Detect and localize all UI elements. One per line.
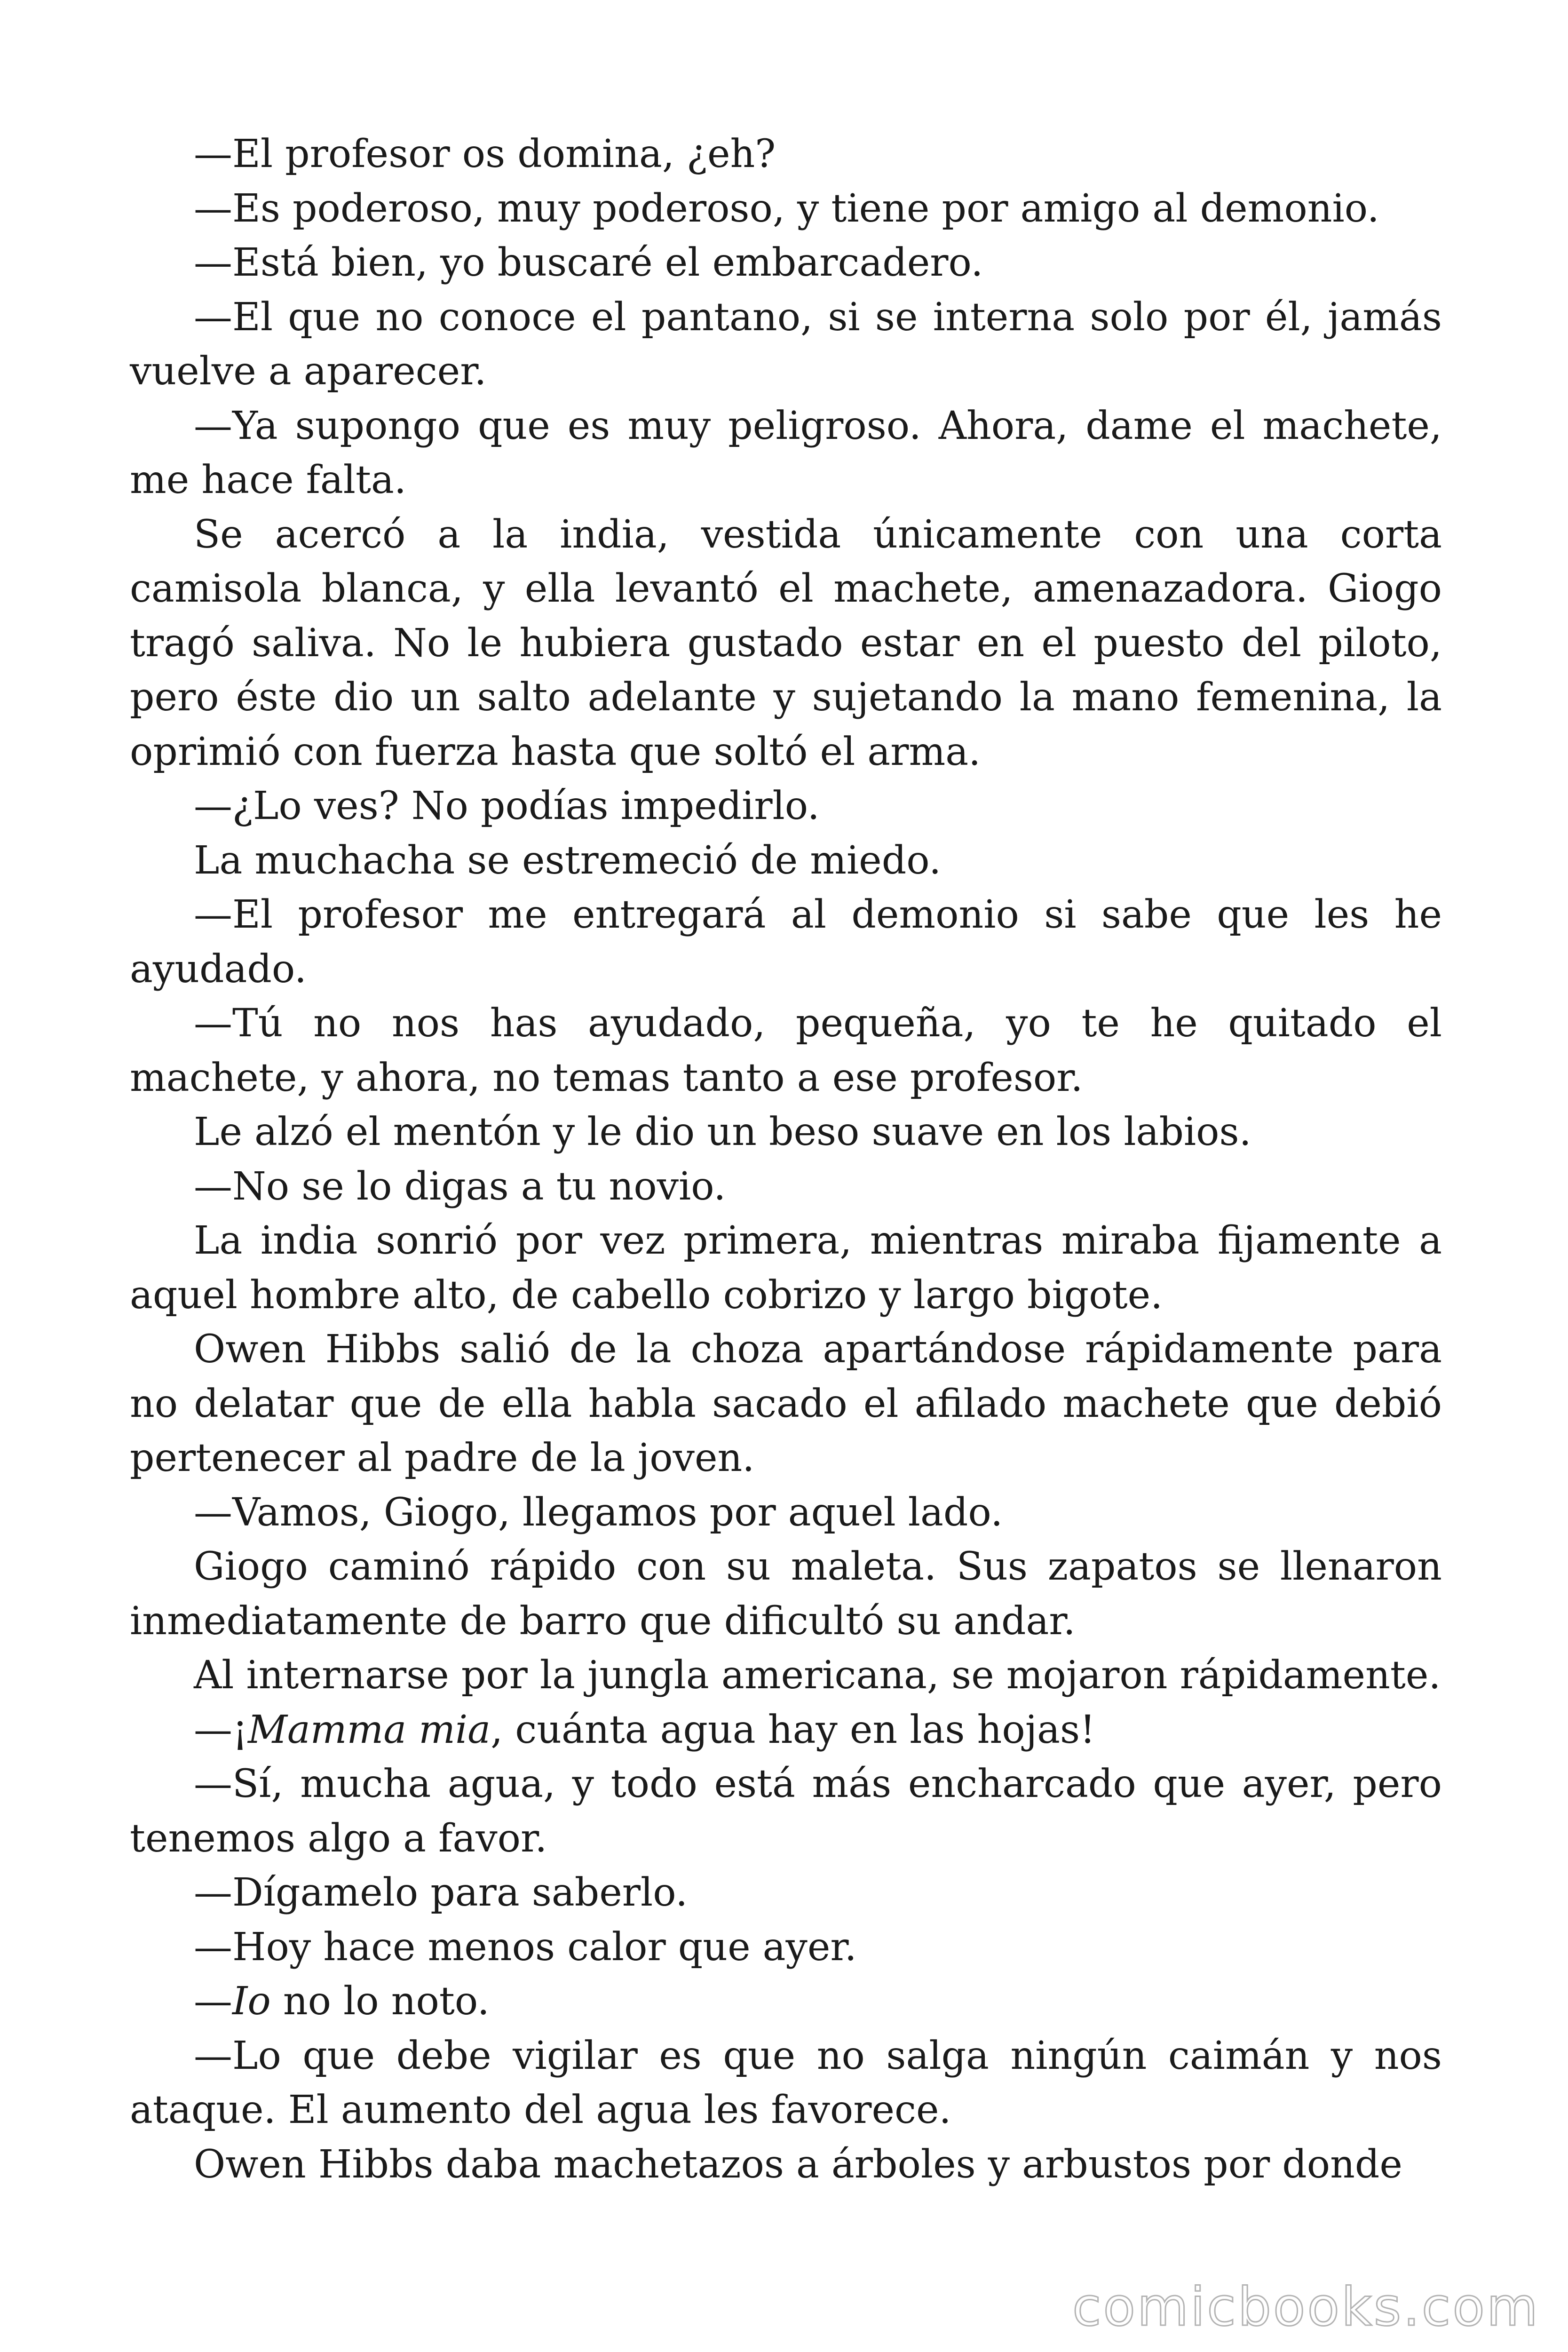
paragraph: —El profesor me entregará al demonio si sabe que les he ayudado.	[130, 892, 1442, 992]
paragraph-with-italic	[130, 1974, 1442, 2029]
paragraph: Giogo caminó rápido con su maleta. Sus zapatos se llenaron inmediatamente de barro que dificultó su andar.	[130, 1544, 1442, 1644]
paragraph: —El que no conoce el pantano, si se interna solo por él, jamás vuelve a aparecer.	[130, 294, 1442, 394]
paragraph: Owen Hibbs daba machetazos a árboles y arbustos por donde	[194, 2142, 1402, 2187]
italic-phrase: Io	[232, 1979, 271, 2024]
paragraph: —Lo que debe vigilar es que no salga ningún caimán y nos ataque. El aumento del agua les favorece.	[130, 2033, 1442, 2132]
paragraph: —Es poderoso, muy poderoso, y tiene por amigo al demonio.	[194, 186, 1379, 231]
paragraph: La muchacha se estremeció de miedo.	[194, 838, 942, 883]
page-body	[130, 127, 1442, 2192]
paragraph: —¿Lo ves? No podías impedirlo.	[194, 784, 820, 828]
paragraph: Al internarse por la jungla americana, se mojaron rápidamente.	[194, 1653, 1441, 1698]
paragraph: Le alzó el mentón y le dio un beso suave en los labios.	[194, 1110, 1251, 1154]
paragraph: —Tú no nos has ayudado, pequeña, yo te he quitado el machete, y ahora, no temas tanto a ese profesor.	[130, 1001, 1442, 1100]
paragraph: La india sonrió por vez primera, mientras miraba fijamente a aquel hombre alto, de cabello cobrizo y largo bigote.	[130, 1218, 1442, 1318]
paragraph-rest: , cuánta agua hay en las hojas!	[491, 1707, 1096, 1752]
paragraph-with-italic	[130, 1703, 1442, 1757]
watermark: comicbooks.com	[1072, 2277, 1540, 2338]
paragraph: —Vamos, Giogo, llegamos por aquel lado.	[194, 1490, 1003, 1535]
paragraph: —Ya supongo que es muy peligroso. Ahora, dame el machete, me hace falta.	[130, 403, 1442, 502]
paragraph: —No se lo digas a tu novio.	[194, 1164, 726, 1209]
paragraph-rest: no lo noto.	[270, 1979, 490, 2024]
paragraph: —Está bien, yo buscaré el embarcadero.	[194, 240, 983, 285]
paragraph: —Dígamelo para saberlo.	[194, 1870, 688, 1915]
dialogue-dash: —¡	[194, 1707, 248, 1752]
paragraph: —Sí, mucha agua, y todo está más encharcado que ayer, pero tenemos algo a favor.	[130, 1762, 1442, 1861]
paragraph: Se acercó a la india, vestida únicamente con una corta camisola blanca, y ella levantó el machete, amenazadora. Giogo tragó saliva. No le hubiera gustado estar en el puesto del piloto, pero éste dio un salto adelante y sujetando la mano femenina, la oprimió con fuerza hasta que soltó el arma.	[130, 512, 1442, 774]
paragraph: Owen Hibbs salió de la choza apartándose rápidamente para no delatar que de ella habla sacado el afilado machete que debió pertenecer al padre de la joven.	[130, 1327, 1442, 1480]
paragraph: —Hoy hace menos calor que ayer.	[194, 1924, 857, 1970]
dialogue-dash: —	[194, 1979, 232, 2024]
italic-phrase: Mamma mia	[247, 1707, 491, 1752]
paragraph: —El profesor os domina, ¿eh?	[194, 132, 776, 176]
